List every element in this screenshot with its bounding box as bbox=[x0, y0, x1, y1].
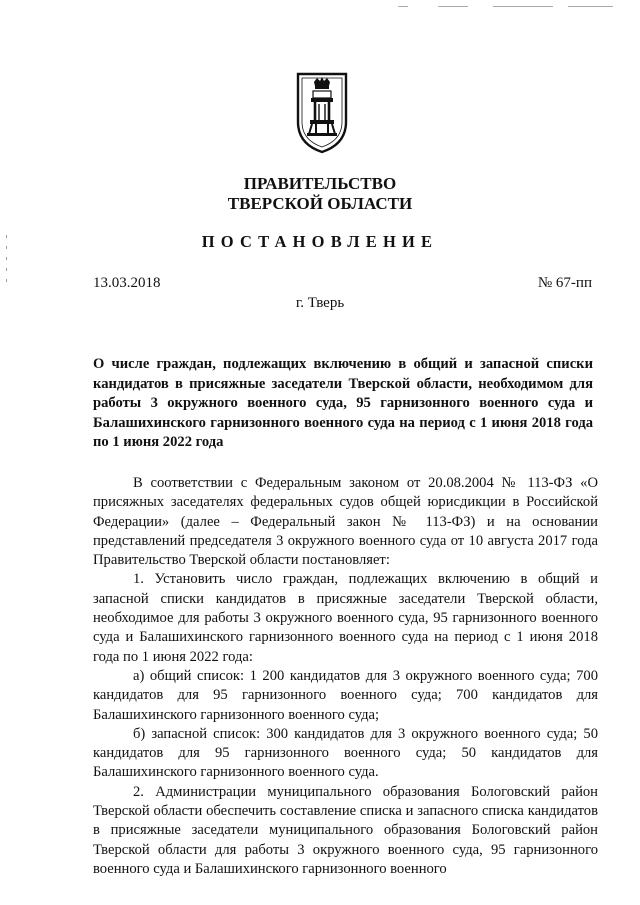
body-paragraph: В соответствии с Федеральным законом от 20.08.2004 № 113-ФЗ «О присяжных заседателях федеральных судов общей юрисдикции в Российской Федерации» (далее – Федеральный закон № 113-ФЗ) и на основании представлений председателя 3 окружного военного суда от 10 августа 2017 года Правительство Тверской области постановляет: bbox=[93, 475, 598, 569]
document-city: г. Тверь bbox=[295, 295, 345, 311]
document-title: О числе граждан, подлежащих включению в общий и запасной списки кандидатов в присяжные заседатели Тверской области, необходимом для работы 3 окружного военного суда, 95 гарнизонного военного суда и Балашихинского гарнизонного военного суда на период с 1 июня 2018 года по 1 июня 2022 года bbox=[93, 356, 593, 451]
organization-name-line2: ТВЕРСКОЙ ОБЛАСТИ bbox=[227, 194, 413, 213]
body-paragraph: а) общий список: 1 200 кандидатов для 3 окружного военного суда; 700 кандидатов для 95 гарнизонного военного суда; 700 кандидатов для Балашихинского гарнизонного военного суда; bbox=[93, 667, 598, 723]
organization-name-line1: ПРАВИТЕЛЬСТВО bbox=[243, 174, 397, 193]
document-body bbox=[93, 474, 598, 879]
body-paragraph: 2. Администрации муниципального образования Бологовский район Тверской области обеспечить составление списка и запасного списка кандидатов в присяжные заседатели муниципального образования Бологовский район Тверской области для работы 3 окружного военного суда, 95 гарнизонного военного суда и Балашихинского гарнизонного военного bbox=[93, 783, 598, 877]
body-paragraph: б) запасной список: 300 кандидатов для 3 окружного военного суда; 50 кандидатов для 95 гарнизонного военного суда; 50 кандидатов для Балашихинского гарнизонного военного суда. bbox=[93, 725, 598, 781]
document-number: № 67-пп bbox=[537, 275, 592, 291]
scan-artifacts-top bbox=[398, 6, 618, 8]
tver-coat-of-arms-icon bbox=[295, 72, 349, 154]
document-date: 13.03.2018 bbox=[93, 275, 161, 291]
body-paragraph: 1. Установить число граждан, подлежащих включению в общий и запасной списки кандидатов в присяжные заседатели Тверской области, необходимое для работы 3 окружного военного суда, 95 гарнизонного военного суда и Балашихинского гарнизонного военного суда на период с 1 июня 2018 года по 1 июня 2022 года: bbox=[93, 571, 598, 665]
document-type-heading: ПОСТАНОВЛЕНИЕ bbox=[201, 232, 439, 251]
